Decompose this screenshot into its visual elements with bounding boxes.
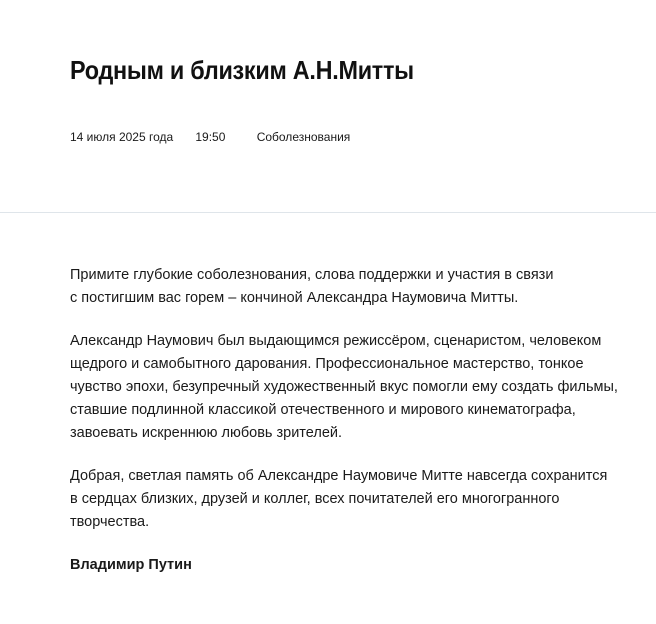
category-link[interactable]: Соболезнования xyxy=(256,130,351,144)
article-header xyxy=(0,0,656,213)
publish-time: 19:50 xyxy=(195,130,226,144)
page-title: Родным и близким А.Н.Митты xyxy=(70,55,414,85)
article-body xyxy=(70,264,640,597)
signature: Владимир Путин xyxy=(70,557,192,573)
article-meta xyxy=(70,130,350,144)
publish-date: 14 июля 2025 года xyxy=(70,130,174,144)
paragraph-3: Добрая, светлая память об Александре Наумовиче Митте навсегда сохранится в сердцах близких, друзей и коллег, всех почитателей его многогранного творчества. xyxy=(70,468,608,530)
paragraph-1: Примите глубокие соболезнования, слова поддержки и участия в связи с постигшим вас горем – кончиной Александра Наумовича Митты. xyxy=(70,267,554,306)
paragraph-2: Александр Наумович был выдающимся режиссёром, сценаристом, человеком щедрого и самобытного дарования. Профессиональное мастерство, тонкое чувство эпохи, безупречный художественный вкус помогли ему создать фильмы, ставшие подлинной классикой отечественного и мирового кинематографа, завоевать искреннюю любовь зрителей. xyxy=(70,333,618,441)
